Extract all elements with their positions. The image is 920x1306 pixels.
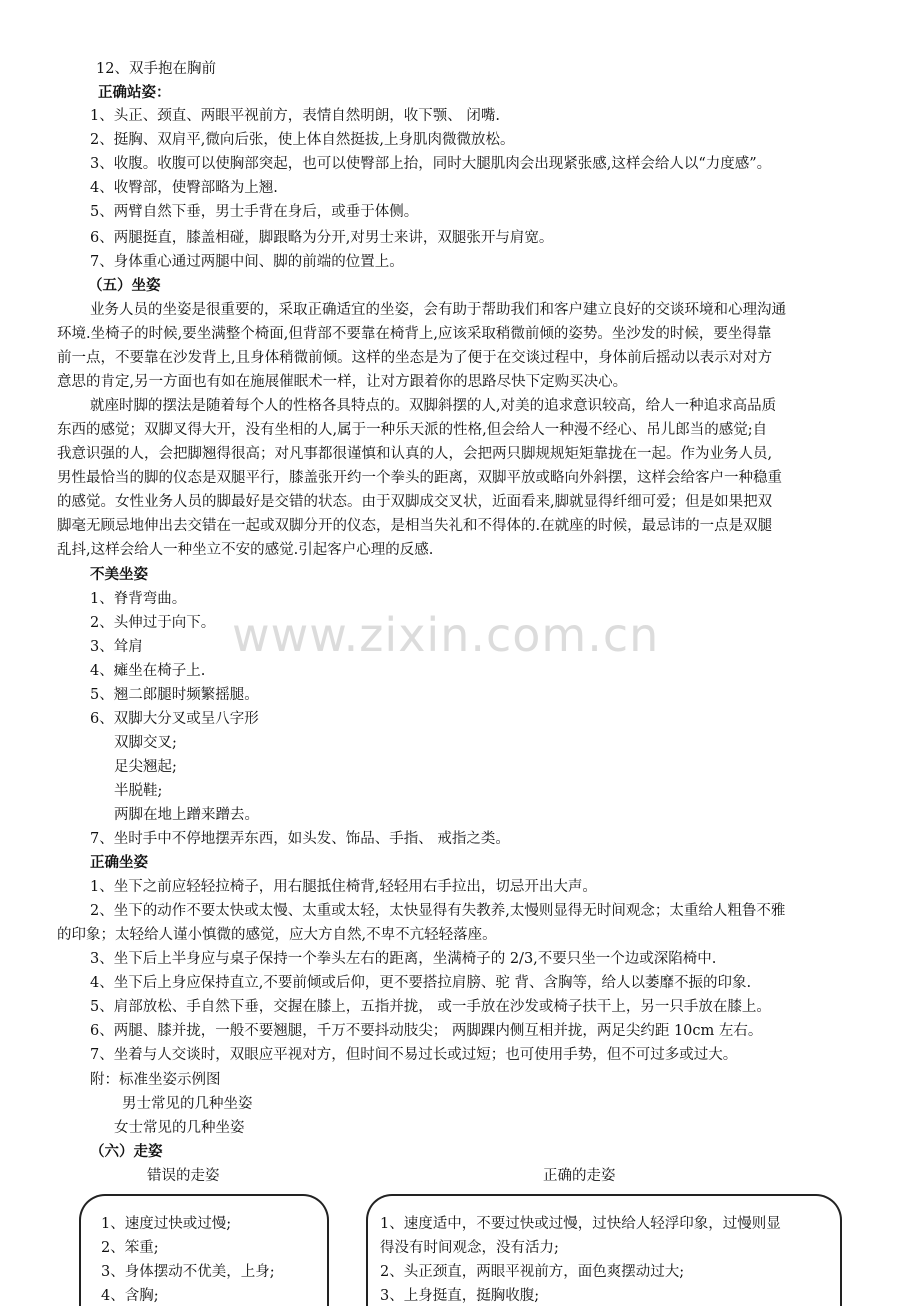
wrong-walking-item-4: 4、含胸; <box>101 1288 159 1304</box>
wrong-walking-item-1: 1、速度过快或过慢; <box>101 1216 232 1232</box>
text-line: 附：标准坐姿示例图 <box>90 1072 221 1088</box>
text-line: 5、肩部放松、手自然下垂，交握在膝上，五指并拢， 或一手放在沙发或椅子扶干上，另一只手放在膝上。 <box>90 999 771 1015</box>
text-line: 正确的走姿 <box>543 1168 616 1184</box>
text-line: 7、坐时手中不停地摆弄东西，如头发、饰品、手指、 戒指之类。 <box>90 831 510 847</box>
section-heading: 不美坐姿 <box>90 566 148 583</box>
section-heading: （五）坐姿 <box>88 277 161 294</box>
text-line: 两脚在地上蹭来蹭去。 <box>114 807 259 823</box>
text-line: 的感觉。女性业务人员的脚最好是交错的状态。由于双脚成交叉状，近面看来,脚就显得纤细可爱；但是如果把双 <box>57 494 773 510</box>
text-line: 脚毫无顾忌地伸出去交错在一起或双脚分开的仪态，是相当失礼和不得体的.在就座的时候，最忌讳的一点是双腿 <box>57 518 773 534</box>
wrong-walking-item-2: 2、笨重; <box>101 1240 159 1256</box>
text-line: 3、耸肩 <box>90 639 143 655</box>
wrong-walking-item-3: 3、身体摆动不优美，上身; <box>101 1264 275 1280</box>
section-heading: 正确站姿： <box>98 84 171 101</box>
text-line: 男士常见的几种坐姿 <box>122 1096 253 1112</box>
right-walking-item-2: 2、头正颈直，两眼平视前方，面色爽摆动过大; <box>380 1264 685 1280</box>
text-line: 的印象；太轻给人谨小慎微的感觉，应大方自然,不卑不亢轻轻落座。 <box>57 927 497 943</box>
text-line: 2、挺胸、双肩平,微向后张，使上体自然挺拔,上身肌肉微微放松。 <box>90 132 515 148</box>
right-walking-box <box>366 1194 842 1306</box>
text-line: 女士常见的几种坐姿 <box>114 1120 245 1136</box>
text-line: 错误的走姿 <box>147 1168 220 1184</box>
text-line: 男性最恰当的脚的仪态是双腿平行，膝盖张开约一个拳头的距离，双脚平放或略向外斜摆，这样会给客户一种稳重 <box>57 470 782 486</box>
text-line: 6、两腿、膝并拢，一般不要翘腿，千万不要抖动肢尖； 两脚踝内侧互相并拢，两足尖约距 10cm 左右。 <box>90 1023 763 1039</box>
text-line: 4、瘫坐在椅子上. <box>90 663 206 679</box>
text-line: 2、头伸过于向下。 <box>90 615 216 631</box>
right-walking-item-3: 3、上身挺直，挺胸收腹; <box>380 1288 540 1304</box>
right-walking-item-1: 1、速度适中，不要过快或过慢，过快给人轻浮印象，过慢则显 <box>380 1216 781 1232</box>
text-line: 7、身体重心通过两腿中间、脚的前端的位置上。 <box>90 254 404 270</box>
text-line: 前一点，不要靠在沙发背上,且身体稍微前倾。这样的坐态是为了便于在交谈过程中，身体前后摇动以表示对对方 <box>57 350 773 366</box>
text-line: 1、脊背弯曲。 <box>90 591 187 607</box>
watermark: www.zixin.com.cn <box>232 608 660 662</box>
text-line: 1、头正、颈直、两眼平视前方，表情自然明朗，收下颚、 闭嘴. <box>90 108 500 124</box>
text-line: 4、收臀部，使臀部略为上翘. <box>90 180 278 196</box>
text-line: 业务人员的坐姿是很重要的，采取正确适宜的坐姿，会有助于帮助我们和客户建立良好的交谈环境和心理沟通 <box>90 302 786 318</box>
text-line: 6、两腿挺直，膝盖相碰，脚跟略为分开,对男士来讲，双腿张开与肩宽。 <box>90 230 554 246</box>
text-line: 3、收腹。收腹可以使胸部突起，也可以使臀部上抬，同时大腿肌肉会出现紧张感,这样会给人以“力度感”。 <box>90 156 772 172</box>
text-line: 环境.坐椅子的时候,要坐满整个椅面,但背部不要靠在椅背上,应该采取稍微前倾的姿势。坐沙发的时候，要坐得靠 <box>57 326 772 342</box>
text-line: 我意识强的人，会把脚翘得很高；对凡事都很谨慎和认真的人，会把两只脚规规矩矩靠拢在一起。作为业务人员, <box>57 446 773 462</box>
text-line: 7、坐着与人交谈时，双眼应平视对方，但时间不易过长或过短；也可使用手势，但不可过多或过大。 <box>90 1047 738 1063</box>
text-line: 意思的肯定,另一方面也有如在施展催眠术一样，让对方跟着你的思路尽快下定购买决心。 <box>57 374 628 390</box>
text-line: 5、翘二郎腿时频繁摇腿。 <box>90 687 259 703</box>
text-line: 5、两臂自然下垂，男士手背在身后，或垂于体侧。 <box>90 204 419 220</box>
text-line: 6、双脚大分叉或呈八字形 <box>90 711 259 727</box>
text-line: 12、双手抱在胸前 <box>96 61 216 77</box>
text-line: 乱抖,这样会给人一种坐立不安的感觉.引起客户心理的反感. <box>57 542 434 558</box>
text-line: 双脚交叉; <box>114 735 177 751</box>
text-line: 4、坐下后上身应保持直立,不要前倾或后仰，更不要搭拉肩膀、驼 背、含胸等，给人以萎靡不振的印象. <box>90 975 752 991</box>
text-line: 就座时脚的摆法是随着每个人的性格各具特点的。双脚斜摆的人,对美的追求意识较高，给人一种追求高品质 <box>90 398 777 414</box>
wrong-walking-box <box>79 1194 329 1306</box>
text-line: 东西的感觉；双脚叉得大开，没有坐相的人,属于一种乐天派的性格,但会给人一种漫不经心、吊儿郎当的感觉;自 <box>57 422 768 438</box>
right-walking-item-1-cont: 得没有时间观念，没有活力; <box>380 1240 559 1256</box>
text-line: 3、坐下后上半身应与桌子保持一个拳头左右的距离，坐满椅子的 2/3,不要只坐一个边或深陷椅中. <box>90 951 717 967</box>
text-line: 足尖翘起; <box>114 759 177 775</box>
text-line: 半脱鞋; <box>114 783 163 799</box>
section-heading: 正确坐姿 <box>90 854 148 871</box>
text-line: 1、坐下之前应轻轻拉椅子，用右腿抵住椅背,轻轻用右手拉出，切忌开出大声。 <box>90 879 597 895</box>
section-heading: （六）走姿 <box>90 1143 163 1160</box>
text-line: 2、坐下的动作不要太快或太慢、太重或太轻，太快显得有失教养,太慢则显得无时间观念；太重给人粗鲁不雅 <box>90 903 786 919</box>
